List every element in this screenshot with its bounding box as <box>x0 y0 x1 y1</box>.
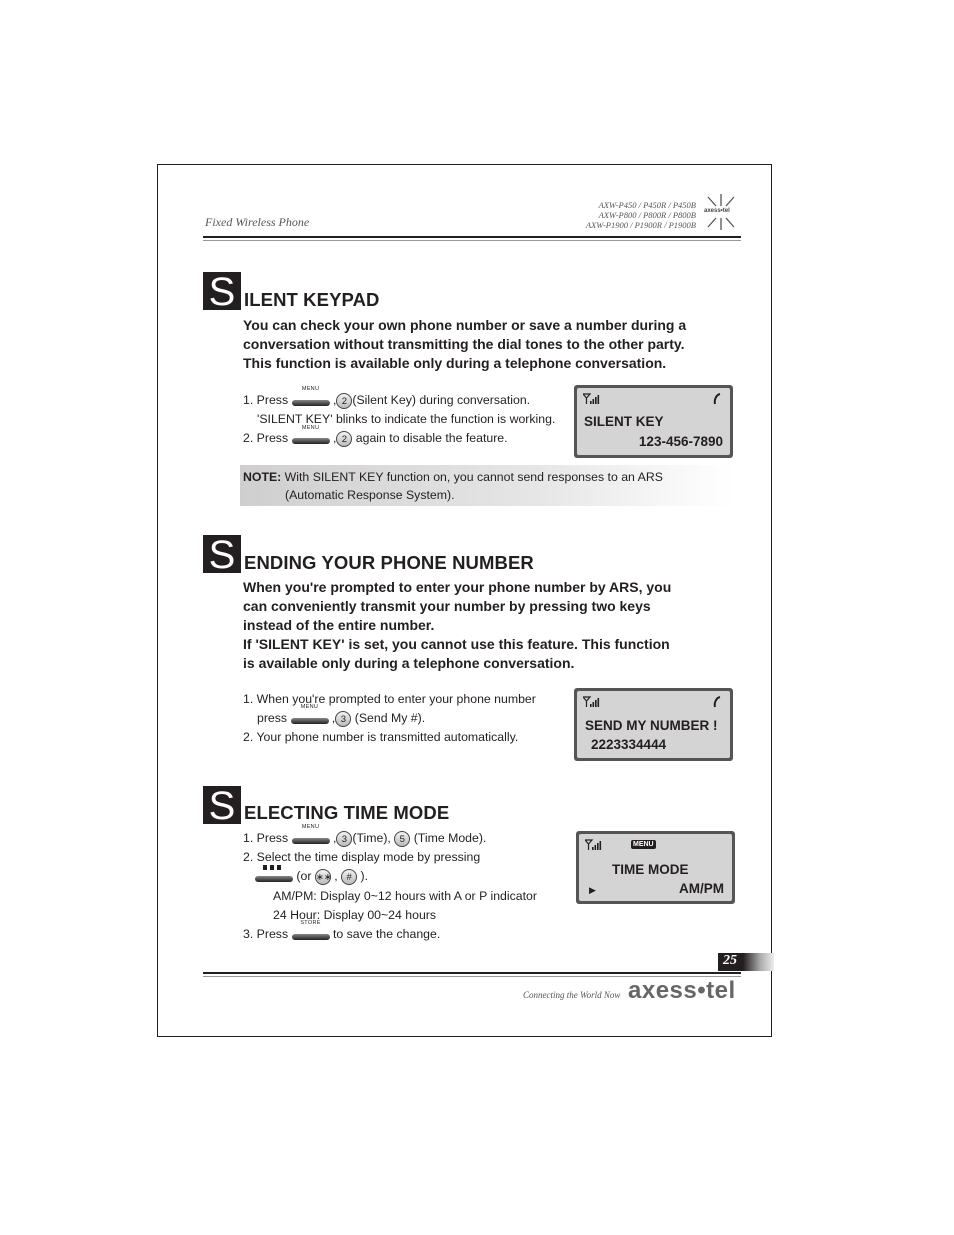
signal-strength-icon <box>583 393 601 405</box>
step-text: ). <box>357 869 369 884</box>
step-text: , <box>329 393 337 407</box>
lcd-time-mode <box>576 831 735 904</box>
intro-line: This function is available only during a telephone conversation. <box>243 355 667 371</box>
key-2: 2 <box>336 393 352 409</box>
step-1: 1. When you're prompted to enter your phone number <box>243 692 536 706</box>
star-key: ∗∗ <box>315 869 331 885</box>
step-text: (Send My #). <box>351 711 426 725</box>
phone-call-icon <box>711 392 723 406</box>
section-initial-box: S <box>203 272 241 310</box>
page-number: 25 <box>723 953 737 968</box>
step-text: again to disable the feature. <box>352 431 508 446</box>
lcd-line-2: AM/PM <box>679 881 724 896</box>
step-text: (Time), <box>352 831 395 845</box>
note-box <box>240 465 734 506</box>
intro-line: conversation without transmitting the dial tones to the other party. <box>243 336 685 352</box>
step-2: 2. Your phone number is transmitted automatically. <box>243 730 519 745</box>
store-key <box>292 919 330 944</box>
intro-line: When you're prompted to enter your phone number by ARS, you <box>243 579 672 595</box>
note-label: NOTE: <box>243 470 282 484</box>
step-text: (Silent Key) during conversation. <box>352 393 531 407</box>
menu-key <box>292 824 330 848</box>
intro-line: can conveniently transmit your number by pressing two keys <box>243 598 651 614</box>
step-text: to save the change. <box>329 926 441 941</box>
key-5: 5 <box>394 831 410 847</box>
lcd-send-my-number <box>574 688 733 761</box>
step-text: (Time Mode). <box>410 831 487 845</box>
step-text: 2. Press <box>243 431 292 446</box>
model-line: AXW-P800 / P800R / P800B <box>598 210 696 220</box>
header-rule <box>203 236 741 238</box>
footer-brand-logo: axess•tel <box>628 977 736 1004</box>
section-title-sending-number: ENDING YOUR PHONE NUMBER <box>244 552 534 573</box>
section-intro <box>243 578 723 673</box>
key-3: 3 <box>336 831 352 847</box>
section-initial-box: S <box>203 786 241 824</box>
nav-key <box>255 868 293 887</box>
section-title-time-mode: ELECTING TIME MODE <box>244 802 450 823</box>
header-model-list <box>560 200 696 230</box>
key-label: MENU <box>301 824 320 831</box>
step-2 <box>243 424 555 448</box>
section-title-silent-keypad: ILENT KEYPAD <box>244 289 380 310</box>
intro-line: instead of the entire number. <box>243 617 435 633</box>
step-1-cont <box>243 704 536 728</box>
step-2: 2. Select the time display mode by pressing <box>243 850 481 865</box>
intro-line: If 'SILENT KEY' is set, you cannot use this feature. This function <box>243 636 670 652</box>
lcd-arrow-icon: ▶ <box>589 885 596 895</box>
section-initial-box: S <box>203 535 241 573</box>
header-rule-thin <box>203 240 741 241</box>
signal-strength-icon <box>583 696 601 708</box>
step-text: (or <box>293 869 315 884</box>
intro-line: is available only during a telephone conversation. <box>243 655 575 671</box>
step-1 <box>243 824 537 848</box>
option-24-hour: 24 Hour: Display 00~24 hours <box>273 907 437 922</box>
key-label: MENU <box>301 386 320 393</box>
header-product-name: Fixed Wireless Phone <box>205 215 310 229</box>
key-label: STORE <box>300 919 321 926</box>
step-text: 1. Press <box>243 831 292 845</box>
hash-key: # <box>341 869 357 885</box>
note-text-cont: (Automatic Response System). <box>285 488 455 502</box>
step-text: , <box>329 831 337 845</box>
menu-key <box>291 704 329 728</box>
lcd-line-1: TIME MODE <box>612 862 689 877</box>
nav-marks-icon <box>263 865 285 871</box>
section-intro <box>243 316 723 373</box>
menu-key <box>292 386 330 410</box>
step-2-cont <box>243 867 537 886</box>
step-3 <box>243 919 537 944</box>
time-mode-steps <box>243 824 537 944</box>
logo-wordmark: axess•tel <box>704 208 730 214</box>
step-text: , <box>328 711 336 725</box>
step-text: , <box>330 869 342 884</box>
menu-key <box>292 424 330 449</box>
note-text: With SILENT KEY function on, you cannot send responses to an ARS <box>281 470 663 484</box>
sending-number-steps <box>243 690 536 747</box>
lcd-silent-key <box>574 385 733 458</box>
step-text: , <box>329 431 337 446</box>
footer-slogan: Connecting the World Now <box>523 990 621 1000</box>
key-2: 2 <box>336 431 352 447</box>
lcd-line-2: 123-456-7890 <box>638 434 723 449</box>
silent-keypad-steps <box>243 386 556 449</box>
lcd-line-1: SEND MY NUMBER ! <box>585 718 718 733</box>
step-1-detail: 'SILENT KEY' blinks to indicate the function is working. <box>257 412 556 427</box>
signal-strength-icon <box>585 839 603 851</box>
step-text: press <box>257 711 291 725</box>
option-am-pm: AM/PM: Display 0~12 hours with A or P indicator <box>273 888 537 903</box>
footer-rule <box>203 972 741 974</box>
lcd-line-2: 2223334444 <box>591 737 667 752</box>
model-line: AXW-P450 / P450R / P450B <box>598 200 696 210</box>
lcd-line-1: SILENT KEY <box>584 414 664 429</box>
model-line: AXW-P1900 / P1900R / P1900B <box>585 220 696 230</box>
phone-call-icon <box>711 695 723 709</box>
key-label: MENU <box>301 424 320 431</box>
lcd-menu-badge: MENU <box>633 841 654 848</box>
step-text: 3. Press <box>243 926 292 941</box>
step-1 <box>243 386 555 410</box>
key-3: 3 <box>335 711 351 727</box>
intro-line: You can check your own phone number or save a number during a <box>243 317 687 333</box>
axesstel-logo <box>700 192 742 232</box>
key-label: MENU <box>300 704 319 711</box>
step-text: 1. Press <box>243 393 292 407</box>
